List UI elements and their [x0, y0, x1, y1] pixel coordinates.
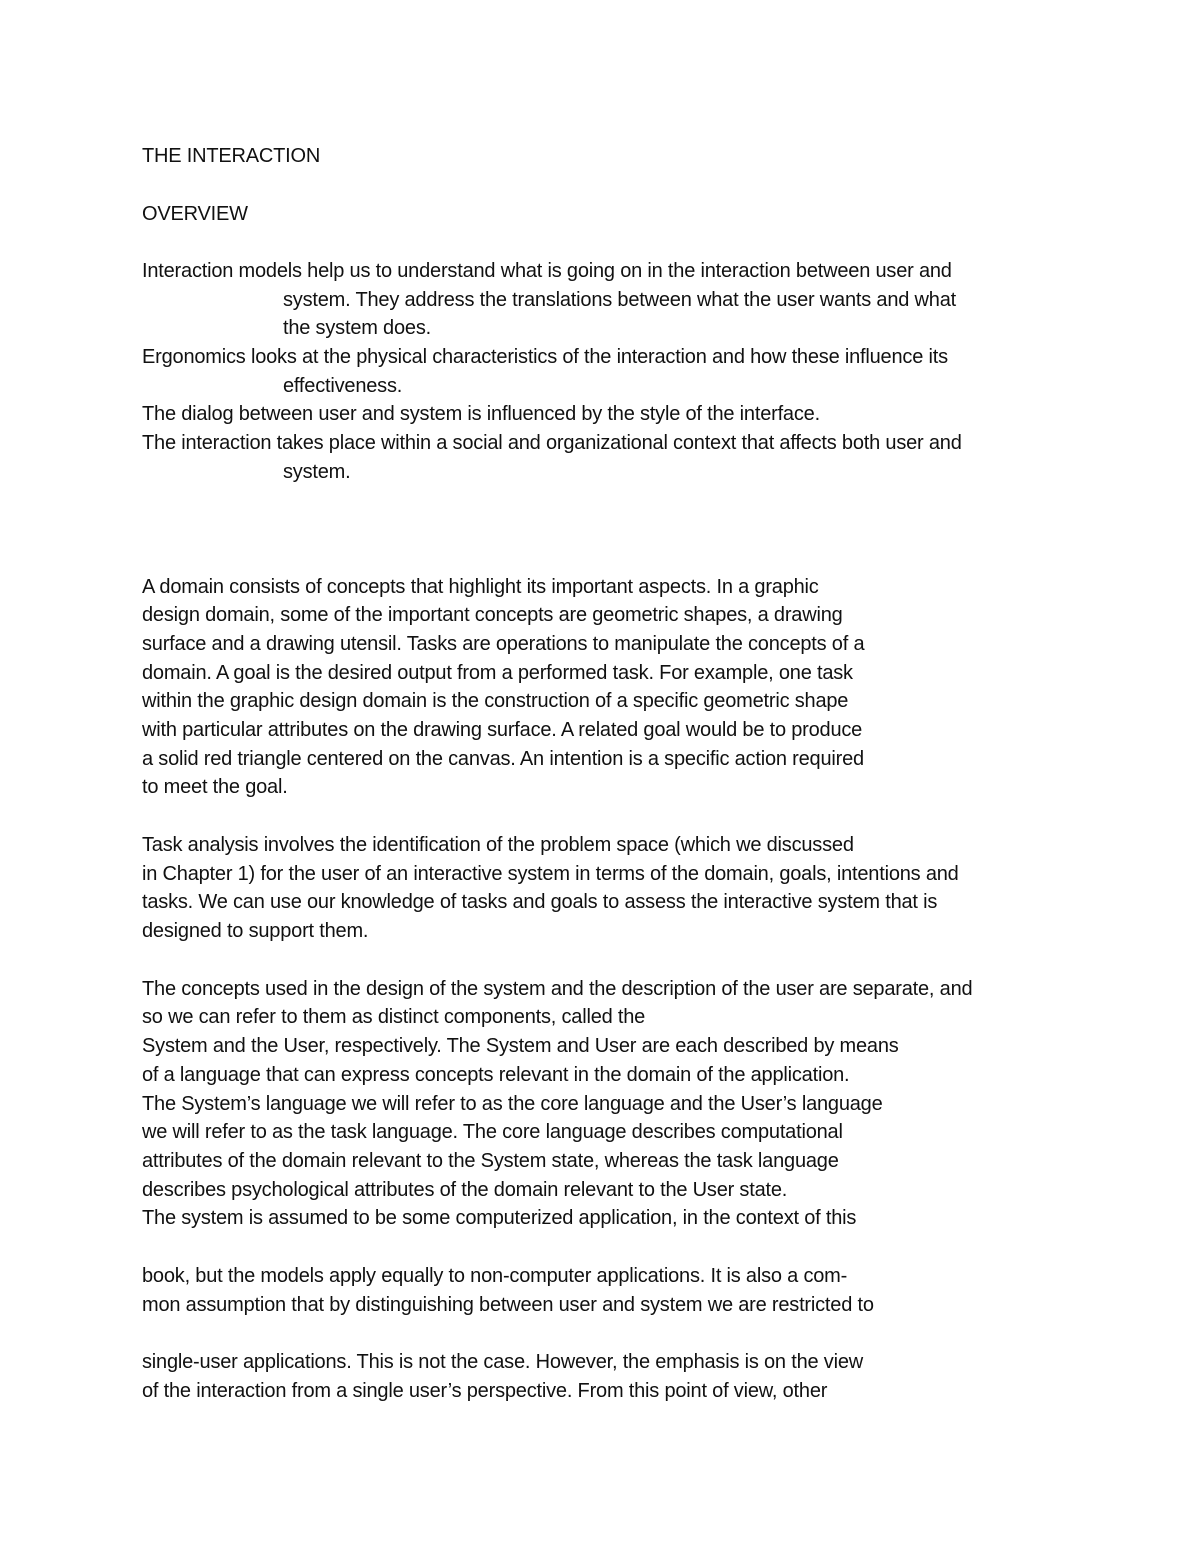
text-line: The dialog between user and system is influenced by the style of the interface.: [142, 403, 820, 425]
text-line: describes psychological attributes of the domain relevant to the User state.: [142, 1179, 788, 1201]
text-line: A domain consists of concepts that highlight its important aspects. In a graphic: [142, 576, 819, 598]
text-line: System and the User, respectively. The System and User are each described by means: [142, 1035, 899, 1057]
text-line: designed to support them.: [142, 920, 369, 942]
text-line: The interaction takes place within a social and organizational context that affects both user and: [142, 432, 962, 454]
text-line: within the graphic design domain is the construction of a specific geometric shape: [142, 690, 849, 712]
text-line: attributes of the domain relevant to the System state, whereas the task language: [142, 1150, 839, 1172]
text-line: design domain, some of the important concepts are geometric shapes, a drawing: [142, 604, 843, 626]
text-line: system.: [283, 461, 351, 483]
text-line: single-user applications. This is not the case. However, the emphasis is on the view: [142, 1351, 863, 1373]
text-line: to meet the goal.: [142, 776, 288, 798]
text-line: the system does.: [283, 317, 431, 339]
text-line: The system is assumed to be some computerized application, in the context of this: [142, 1207, 857, 1229]
text-line: a solid red triangle centered on the canvas. An intention is a specific action required: [142, 748, 864, 770]
text-line: system. They address the translations between what the user wants and what: [283, 289, 956, 311]
text-line: with particular attributes on the drawing surface. A related goal would be to produce: [142, 719, 863, 741]
text-line: book, but the models apply equally to non-computer applications. It is also a com-: [142, 1265, 848, 1287]
text-line: Task analysis involves the identification of the problem space (which we discussed: [142, 834, 854, 856]
text-line: The System’s language we will refer to as the core language and the User’s language: [142, 1093, 883, 1115]
text-line: we will refer to as the task language. The core language describes computational: [142, 1121, 843, 1143]
text-line: effectiveness.: [283, 375, 403, 397]
document-title: THE INTERACTION: [142, 145, 321, 167]
text-line: Interaction models help us to understand what is going on in the interaction between user and: [142, 260, 952, 282]
text-line: surface and a drawing utensil. Tasks are operations to manipulate the concepts of a: [142, 633, 865, 655]
text-line: in Chapter 1) for the user of an interactive system in terms of the domain, goals, intentions and: [142, 863, 959, 885]
text-line: of the interaction from a single user’s perspective. From this point of view, other: [142, 1380, 828, 1402]
text-line: of a language that can express concepts relevant in the domain of the application.: [142, 1064, 850, 1086]
text-line: The concepts used in the design of the system and the description of the user are separate, and: [142, 978, 973, 1000]
text-line: Ergonomics looks at the physical characteristics of the interaction and how these influence its: [142, 346, 948, 368]
section-heading: OVERVIEW: [142, 203, 248, 225]
text-line: so we can refer to them as distinct components, called the: [142, 1006, 646, 1028]
text-line: tasks. We can use our knowledge of tasks and goals to assess the interactive system that is: [142, 891, 938, 913]
text-line: mon assumption that by distinguishing between user and system we are restricted to: [142, 1294, 874, 1316]
text-line: domain. A goal is the desired output from a performed task. For example, one task: [142, 662, 853, 684]
